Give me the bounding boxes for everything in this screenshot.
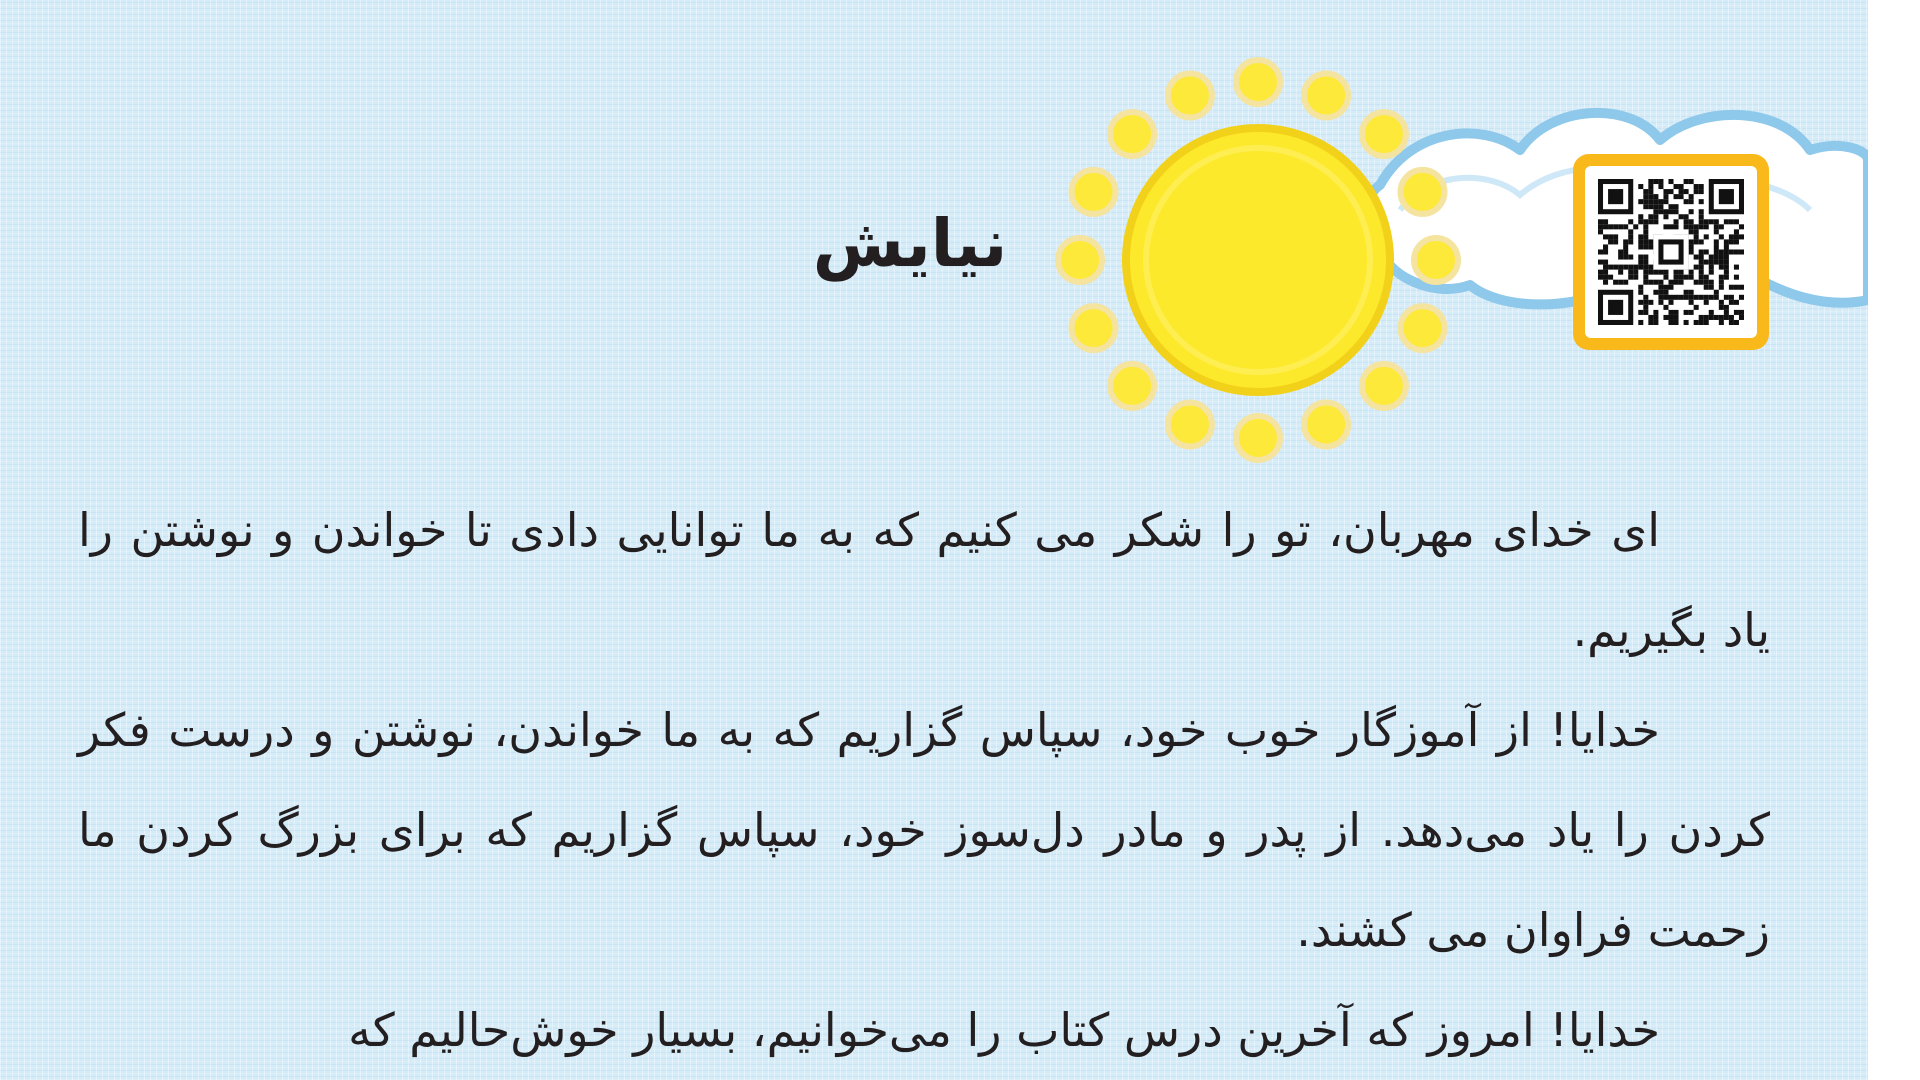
sun-ray-dot	[1110, 364, 1154, 408]
sun-ray-dot	[1072, 170, 1116, 214]
sun-ray-dot	[1072, 306, 1116, 350]
sun-icon	[1126, 128, 1390, 392]
sun-ray-dot	[1236, 416, 1280, 460]
sun-ray-dot	[1362, 112, 1406, 156]
sun-ray-dot	[1110, 112, 1154, 156]
sun-ray-dot	[1414, 238, 1458, 282]
page-title: نیایش	[812, 205, 1008, 282]
sun-ray-dot	[1304, 403, 1348, 447]
paragraph-1: ای خدای مهربان، تو را شکر می کنیم که به ما توانایی دادی تا خواندن و نوشتن را یاد بگیریم.	[78, 503, 1770, 657]
sun-ray-dot	[1401, 306, 1445, 350]
sun-ray-dot	[1304, 74, 1348, 118]
sun-ray-dot	[1362, 364, 1406, 408]
qr-code-icon[interactable]	[1585, 166, 1757, 338]
qr-code-frame[interactable]	[1573, 154, 1769, 350]
sun-ray-dot	[1401, 170, 1445, 214]
sun-ray-dot	[1058, 238, 1102, 282]
page-margin	[1868, 0, 1920, 1080]
prayer-text	[78, 480, 1770, 1080]
qr-code-pattern	[1598, 179, 1744, 325]
sun-ray-dot	[1168, 74, 1212, 118]
sun-ray-dot	[1236, 60, 1280, 104]
sun-ray-dot	[1168, 403, 1212, 447]
paragraph-3: خدایا! امروز که آخرین درس کتاب را می‌خوانیم، بسیار خوش‌حالیم که	[348, 1003, 1660, 1057]
paragraph-2: خدایا! از آموزگار خوب خود، سپاس گزاریم که به ما خواندن، نوشتن و درست فکر کردن را یاد می‌دهد. از پدر و مادر دل‌سوز خود، سپاس گزاریم که برای بزرگ کردن ما زحمت فراوان می کشند.	[78, 703, 1770, 957]
